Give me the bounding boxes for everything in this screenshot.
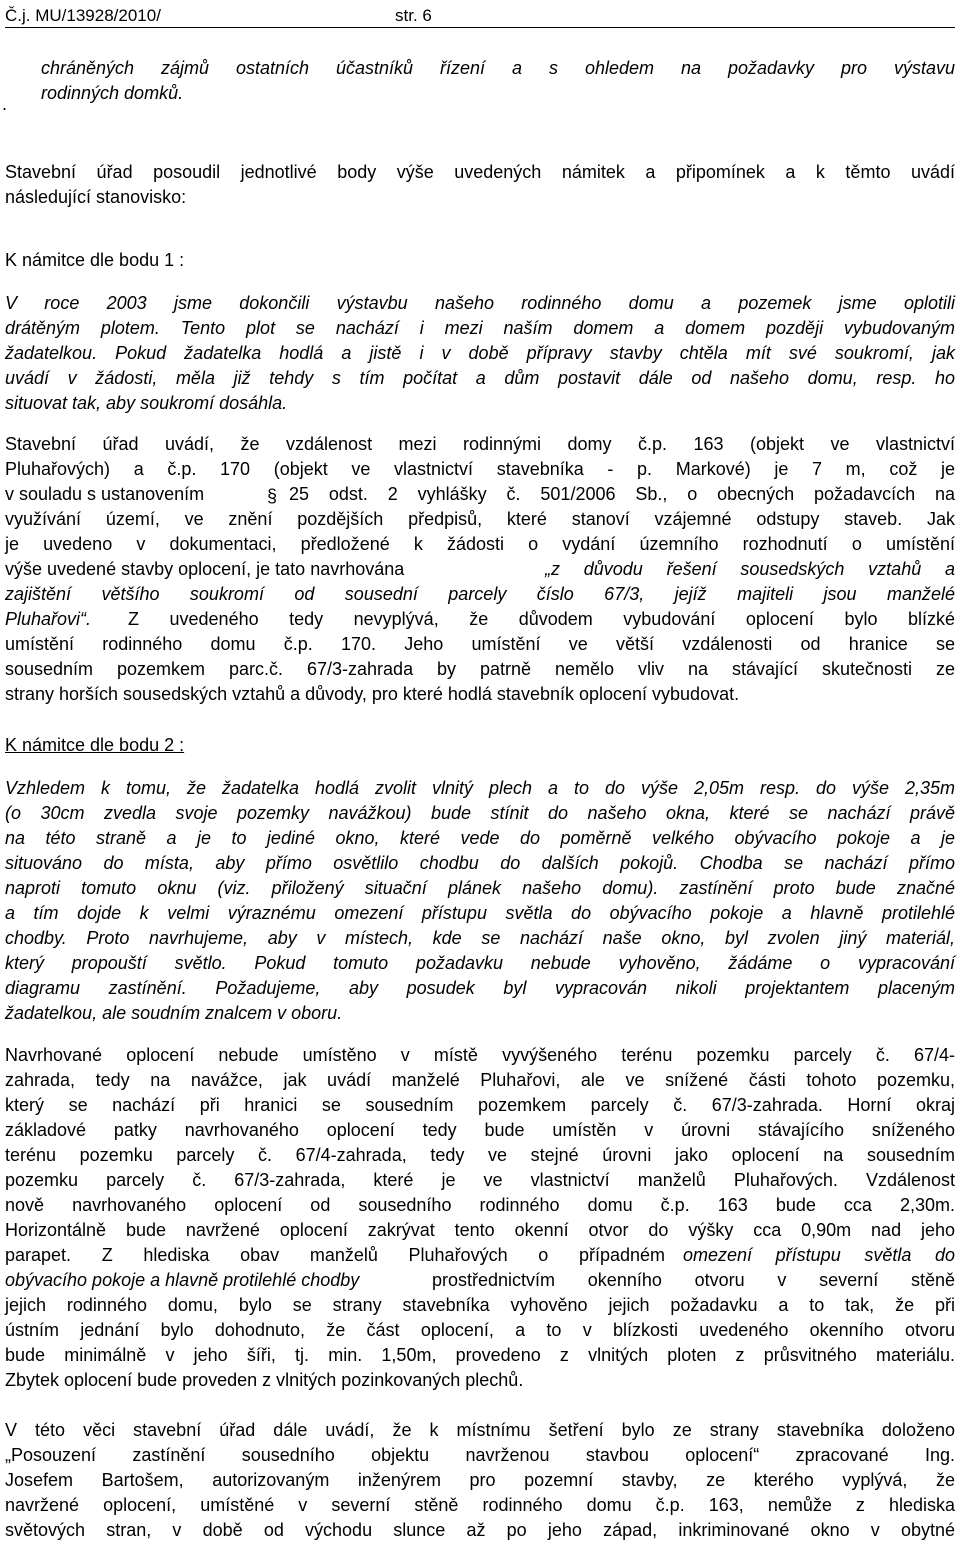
- text-line: žadatelkou, ale soudním znalcem v oboru.: [5, 1003, 343, 1023]
- text-line: „Posouzení zastínění sousedního objektu navrženou stavbou oplocení“ zpracované Ing.: [5, 1445, 955, 1465]
- text-line: strany horších sousedských vztahů a důvody, pro které hodlá stavebník oplocení vybudovat.: [5, 684, 740, 704]
- text-line: chráněných zájmů ostatních účastníků řízení a s ohledem na požadavky pro výstavu: [41, 58, 955, 78]
- text-line: Navrhované oplocení nebude umístěno v místě vyvýšeného terénu pozemku parcely č. 67/4-: [5, 1045, 955, 1065]
- section-sign-icon: [266, 487, 280, 505]
- text-line: jejich rodinného domu, bylo se strany stavebníka vyhověno jejich požadavku a to tak, že při: [5, 1295, 955, 1315]
- text-line: světových stran, v době od východu slunce až po jeho západ, inkriminované okno v obytné: [5, 1520, 955, 1540]
- page-header: [5, 5, 955, 28]
- text-line: bude minimálně v jeho šíři, tj. min. 1,50m, provedeno z vlnitých ploten z průsvitného materiálu.: [5, 1345, 955, 1365]
- text-line: a tím dojde k velmi výraznému omezení přístupu světla do obývacího pokoje a hlavně protilehlé: [5, 903, 955, 923]
- text-line: Pluhařových) a č.p. 170 (objekt ve vlastnictví stavebníka - p. Markové) je 7 m, což je: [5, 459, 955, 479]
- text-line: Vzhledem k tomu, že žadatelka hodlá zvolit vlnitý plech a to do výše 2,05m resp. do výše 2,35m: [5, 778, 955, 798]
- text-line: Horizontálně bude navržené oplocení zakrývat tento okenní otvor do výšky cca 0,90m nad jeho: [5, 1220, 955, 1240]
- text-line: Stavební úřad posoudil jednotlivé body výše uvedených námitek a připomínek a k těmto uvádí: [5, 162, 955, 182]
- text-line: diagramu zastínění. Požadujeme, aby posudek byl vypracován nikoli projektantem placeným: [5, 978, 955, 998]
- text-line: zahrada, tedy na navážce, jak uvádí manželé Pluhařovi, ale ve snížené části tohoto pozemku,: [5, 1070, 955, 1090]
- text-line: Pluhařovi“.: [5, 609, 92, 629]
- text-line: na této straně a je to jediné okno, které vede do poměrně velkého obývacího pokoje a je: [5, 828, 955, 848]
- text-line: který propouští světlo. Pokud tomuto požadavku nebude vyhověno, žádáme o vypracování: [5, 953, 955, 973]
- page-number: str. 6: [395, 6, 432, 25]
- text-line: terénu pozemku parcely č. 67/4-zahrada, tedy ve stejné úrovni jako oplocení na sousedním: [5, 1145, 955, 1165]
- text-line: ústním jednání bylo dohodnuto, že část oplocení, a to v blízkosti uvedeného okenního otvoru: [5, 1320, 955, 1340]
- text-line: naproti tomuto oknu (viz. přiložený situační plánek našeho domu). zastínění proto bude značné: [5, 878, 955, 898]
- text-line: prostřednictvím okenního otvoru v severní stěně: [432, 1270, 955, 1290]
- text-line: v souladu s ustanovením: [5, 484, 205, 504]
- text-line: nově navrhovaného oplocení od sousedního rodinného domu č.p. 163 bude cca 2,30m.: [5, 1195, 955, 1215]
- text-line: který se nachází při hranici se sousedním pozemkem parcely č. 67/3-zahrada. Horní okraj: [5, 1095, 955, 1115]
- text-line: sousedním pozemkem parc.č. 67/3-zahrada by patrně nemělo vliv na stávající skutečnosti ze: [5, 659, 955, 679]
- stray-dot: .: [2, 94, 8, 114]
- text-line: Z uvedeného tedy nevyplývá, že důvodem vybudování oplocení bylo blízké: [128, 609, 955, 629]
- text-line: základové patky navrhovaného oplocení tedy bude umístěn v úrovni stávajícího sníženého: [5, 1120, 955, 1140]
- text-line: využívání území, ve znění pozdějších předpisů, které stanoví vzájemné odstupy staveb. Jak: [5, 509, 955, 529]
- text-line: výše uvedené stavby oplocení, je tato navrhována: [5, 559, 405, 579]
- section-heading-2: K námitce dle bodu 2 :: [5, 735, 185, 755]
- text-line: drátěným plotem. Tento plot se nachází i mezi naším domem a domem později vybudovaným: [5, 318, 955, 338]
- text-line: je uvedeno v dokumentaci, předložené k žádosti o vydání územního rozhodnutí o umístění: [5, 534, 955, 554]
- text-line: následující stanovisko:: [5, 187, 187, 207]
- text-line: situováno do místa, aby přímo osvětlilo chodbu do dalších pokojů. Chodba se nachází přímo: [5, 853, 955, 873]
- text-line: chodby. Proto navrhujeme, aby v místech, kde se nachází naše okno, byl zvolen jiný materiál,: [5, 928, 955, 948]
- text-line: zajištění většího soukromí od sousední parcely číslo 67/3, jejíž majiteli jsou manželé: [5, 584, 955, 604]
- text-line: „z důvodu řešení sousedských vztahů a: [545, 559, 955, 579]
- text-line: Josefem Bartošem, autorizovaným inženýrem pro pozemní stavby, ze kterého vyplývá, že: [5, 1470, 955, 1490]
- text-line: omezení přístupu světla do: [683, 1245, 955, 1265]
- text-line: Zbytek oplocení bude proveden z vlnitých pozinkovaných plechů.: [5, 1370, 524, 1390]
- svg-text:§: §: [267, 487, 278, 505]
- text-line: obývacího pokoje a hlavně protilehlé chodby: [5, 1270, 360, 1290]
- text-line: (o 30cm zvedla svoje pozemky navážkou) bude stínit do našeho okna, které se nachází právě: [5, 803, 955, 823]
- text-line: parapet. Z hlediska obav manželů Pluhařových o případném: [5, 1245, 665, 1265]
- text-line: žadatelkou. Pokud žadatelka hodlá a jistě i v době přípravy stavby chtěla mít své soukromí, jak: [5, 343, 955, 363]
- text-line: V této věci stavební úřad dále uvádí, že k místnímu šetření bylo ze strany stavebníka doloženo: [5, 1420, 955, 1440]
- text-line: umístění rodinného domu č.p. 170. Jeho umístění ve větší vzdálenosti od hranice se: [5, 634, 955, 654]
- text-line: situovat tak, aby soukromí dosáhla.: [5, 393, 288, 413]
- text-line: Stavební úřad uvádí, že vzdálenost mezi rodinnými domy č.p. 163 (objekt ve vlastnictví: [5, 434, 955, 454]
- text-line: uvádí v žádosti, měla již tehdy s tím počítat a dům postavit dále od našeho domu, resp. ho: [5, 368, 955, 388]
- text-line: V roce 2003 jsme dokončili výstavbu našeho rodinného domu a pozemek jsme oplotili: [5, 293, 955, 313]
- text-line: navržené oplocení, umístěné v severní stěně rodinného domu č.p. 163, nemůže z hlediska: [5, 1495, 955, 1515]
- text-line: rodinných domků.: [41, 83, 184, 103]
- section-heading-1: K námitce dle bodu 1 :: [5, 250, 185, 270]
- document-reference: Č.j. MU/13928/2010/: [5, 6, 161, 25]
- text-line: pozemku parcely č. 67/3-zahrada, které je ve vlastnictví manželů Pluhařových. Vzdálenost: [5, 1170, 955, 1190]
- text-line: 25 odst. 2 vyhlášky č. 501/2006 Sb., o obecných požadavcích na: [289, 484, 955, 504]
